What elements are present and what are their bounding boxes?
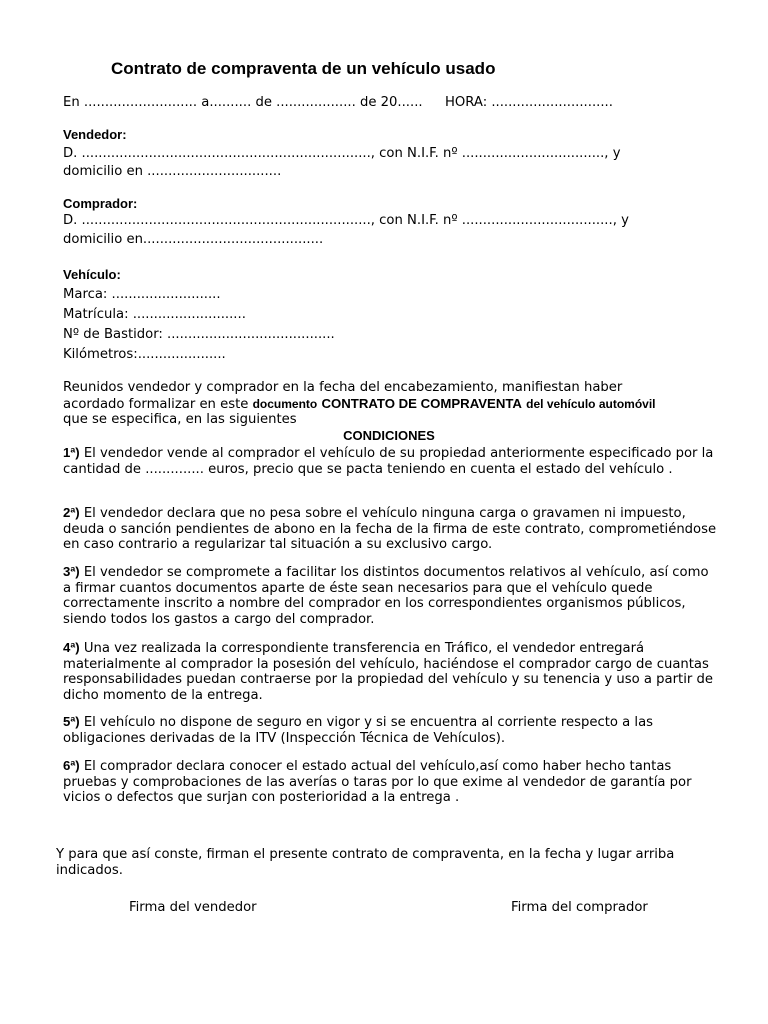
- hora-field: HORA: .............................: [444, 95, 613, 110]
- condition-item: [63, 640, 718, 703]
- comprador-label: Comprador:: [63, 196, 138, 211]
- condition-item: [63, 505, 718, 553]
- intro-documento: documento: [252, 396, 318, 411]
- condiciones-heading: CONDICIONES: [343, 428, 435, 443]
- vehiculo-marca: Marca: ..........................: [63, 287, 221, 302]
- condition-text: El vendedor se compromete a facilitar los distintos documentos relativos al vehículo, así como a firmar cuantos documentos aparte de éste sean necesarios para que el vehículo quede correctamente inscrito a nombre del comprador en los correspondientes organismos públicos, siendo todos los gastos a cargo del comprador.: [63, 565, 709, 627]
- intro-contrato: CONTRATO DE COMPRAVENTA: [321, 395, 522, 411]
- condition-text: El vendedor declara que no pesa sobre el vehículo ninguna carga o gravamen ni impuesto, deuda o sanción pendientes de abono en la fecha de la firma de este contrato, comprometiéndose en caso contrario a regularizar tal situación a su exclusivo cargo.: [63, 506, 717, 552]
- vendedor-line-2: domicilio en ................................: [63, 164, 282, 179]
- vehiculo-kilometros: Kilómetros:.....................: [63, 347, 226, 362]
- condition-number: 6ª): [63, 758, 80, 773]
- condition-text: Una vez realizada la correspondiente transferencia en Tráfico, el vendedor entregará materialmente al comprador la posesión del vehículo, haciéndose el comprador cargo de cuantas responsabilidades puedan contraerse por la propiedad del vehículo y su tenencia y uso a partir de dicho momento de la entrega.: [63, 641, 713, 703]
- date-place-field: En ........................... a.......... de ................... de 20......: [63, 95, 423, 110]
- intro-text-end: que se especifica, en las siguientes: [63, 412, 297, 427]
- comprador-line-2: domicilio en...........................................: [63, 232, 324, 247]
- condition-number: 3ª): [63, 564, 80, 579]
- condition-number: 4ª): [63, 640, 80, 655]
- vehiculo-matricula: Matrícula: ...........................: [63, 307, 246, 322]
- firma-comprador: Firma del comprador: [511, 900, 648, 915]
- condition-number: 5ª): [63, 714, 80, 729]
- vehiculo-label: Vehículo:: [63, 267, 121, 282]
- date-line: [63, 95, 613, 110]
- vendedor-line-1: D. ....................................................................., con N.I.F. nº .................................., y: [63, 146, 621, 161]
- page-title: Contrato de compraventa de un vehículo usado: [111, 59, 496, 78]
- intro-paragraph: [63, 380, 683, 428]
- condition-item: [63, 445, 718, 477]
- closing-paragraph: Y para que así conste, firman el presente contrato de compraventa, en la fecha y lugar arriba indicados.: [56, 847, 675, 878]
- intro-vehiculo: del vehículo automóvil: [526, 396, 656, 411]
- condition-item: [63, 714, 718, 746]
- condition-number: 1ª): [63, 445, 80, 460]
- firma-vendedor: Firma del vendedor: [129, 900, 257, 915]
- condition-number: 2ª): [63, 505, 80, 520]
- condition-text: El comprador declara conocer el estado actual del vehículo,así como haber hecho tantas pruebas y comprobaciones de las averías o taras por lo que exime al vendedor de garantía por vicios o defectos que surjan con posterioridad a la entrega .: [63, 759, 692, 805]
- condition-item: [63, 758, 718, 806]
- condition-text: El vehículo no dispone de seguro en vigor y si se encuentra al corriente respecto a las obligaciones derivadas de la ITV (Inspección Técnica de Vehículos).: [63, 715, 654, 746]
- intro-text: Reunidos vendedor y comprador en la fecha del encabezamiento, manifiestan haber acordado formalizar en este: [63, 380, 623, 412]
- comprador-line-1: D. ....................................................................., con N.I.F. nº ...................................., y: [63, 213, 629, 228]
- vehiculo-bastidor: Nº de Bastidor: ........................................: [63, 327, 335, 342]
- condition-item: [63, 564, 718, 627]
- condition-text: El vendedor vende al comprador el vehículo de su propiedad anteriormente especificado por la cantidad de .............. euros, precio que se pacta teniendo en cuenta el estado del vehículo .: [63, 446, 714, 477]
- vendedor-label: Vendedor:: [63, 127, 127, 142]
